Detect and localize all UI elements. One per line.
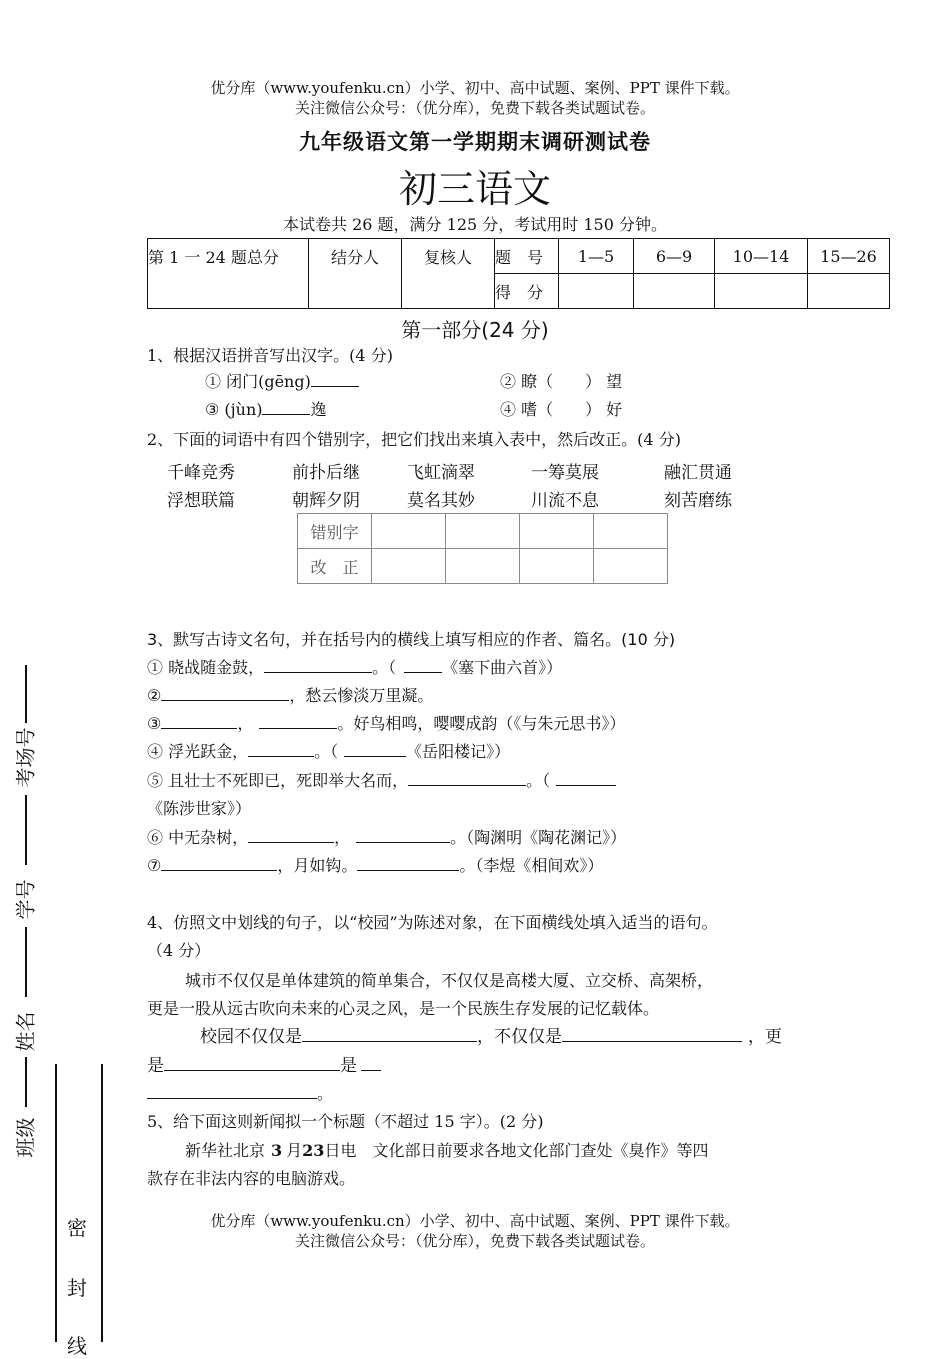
blank-line: [25, 927, 27, 997]
score-q-label: 题 号: [495, 239, 559, 274]
q2-word: 飞虹滴翠: [407, 463, 475, 483]
correction-table-label: 改 正: [298, 549, 372, 584]
name-label: 姓名: [13, 1011, 38, 1052]
seal-char-2: 封: [67, 1276, 87, 1300]
answer-blank[interactable]: [562, 1025, 742, 1042]
q3-line-3: ③ ， 。好鸟相鸣，嘤嘤成韵（《与朱元思书》）: [147, 714, 626, 733]
q3-line-1: ① 晓战随金鼓， 。（ 《塞下曲六首》）: [147, 658, 563, 677]
q1-item-a: ① 闭门(gēng): [205, 368, 359, 396]
answer-blank[interactable]: [161, 712, 237, 729]
q4-fill-3: 。: [147, 1080, 333, 1108]
q3-line-5-tail: 《陈涉世家》）: [147, 799, 252, 818]
seal-char-3: 线: [67, 1334, 87, 1358]
q2-word: 川流不息: [531, 491, 599, 511]
q1-item-c: ③ (jùn) 逸: [205, 400, 327, 419]
q2-word: 朝辉夕阴: [292, 491, 360, 511]
score-range-4: 15—26: [808, 239, 890, 274]
answer-blank[interactable]: [248, 826, 334, 843]
q4-fill-2: 是 是: [147, 1052, 381, 1080]
correction-cell[interactable]: [594, 549, 668, 584]
correction-cell[interactable]: [446, 549, 520, 584]
q2-word: 千峰竞秀: [167, 463, 235, 483]
header-line-1: 优分库（www.youfenku.cn）小学、初中、高中试题、案例、PPT 课件下载。: [210, 79, 740, 97]
answer-blank[interactable]: [164, 1054, 340, 1071]
answer-blank[interactable]: [311, 370, 359, 387]
error-table: [297, 513, 668, 584]
answer-blank[interactable]: [404, 656, 442, 673]
correction-cell[interactable]: [520, 549, 594, 584]
answer-blank[interactable]: [161, 854, 277, 871]
answer-blank[interactable]: [248, 740, 314, 757]
exam-info: 本试卷共 26 题，满分 125 分，考试用时 150 分钟。: [283, 215, 667, 234]
answer-blank[interactable]: [408, 769, 526, 786]
q5-news-1: 新华社北京 3 月23日电 文化部日前要求各地文化部门查处《臭作》等四: [185, 1141, 709, 1160]
q4-stem: 4、仿照文中划线的句子，以“校园”为陈述对象，在下面横线处填入适当的语句。: [147, 913, 718, 932]
answer-blank[interactable]: [147, 1082, 317, 1099]
score-range-3: 10—14: [715, 239, 808, 274]
q2-stem: 2、下面的词语中有四个错别字，把它们找出来填入表中，然后改正。(4 分): [147, 430, 681, 449]
q4-passage-2: 更是一股从远古吹向未来的心灵之风，是一个民族生存发展的记忆载体。: [147, 999, 660, 1018]
q4-stem-points: （4 分）: [147, 941, 211, 960]
score-total-label: 第 1 一 24 题总分: [148, 239, 309, 309]
q3-line-6: ⑥ 中无杂树， ， 。（陶渊明《陶花渊记》）: [147, 828, 627, 847]
q1-stem: 1、根据汉语拼音写出汉字。(4 分): [147, 346, 393, 365]
seal-char-1: 密: [67, 1216, 87, 1240]
part1-title: 第一部分(24 分): [401, 318, 549, 342]
blank-line: [25, 665, 27, 723]
exam-title: 九年级语文第一学期期末调研测试卷: [299, 129, 651, 154]
answer-blank[interactable]: [302, 1025, 477, 1042]
q3-line-7: ⑦ ，月如钩。 。（李煜《相间欢》）: [147, 856, 604, 875]
q5-stem: 5、给下面这则新闻拟一个标题（不超过 15 字）。(2 分): [147, 1112, 544, 1131]
error-cell[interactable]: [520, 514, 594, 549]
exam-subtitle: 初三语文: [398, 167, 551, 211]
score-range-1: 1—5: [559, 239, 634, 274]
answer-blank[interactable]: [262, 398, 310, 415]
error-cell[interactable]: [594, 514, 668, 549]
header-line-2: 关注微信公众号：（优分库），免费下载各类试题试卷。: [294, 99, 655, 117]
q2-word: 莫名其妙: [407, 491, 475, 511]
footer-line-2: 关注微信公众号：（优分库），免费下载各类试题试卷。: [294, 1232, 655, 1250]
score-score-label: 得 分: [495, 274, 559, 309]
q2-word: 一筹莫展: [531, 463, 599, 483]
error-table-label: 错别字: [298, 514, 372, 549]
blank-line: [25, 795, 27, 865]
q4-fill-1: 校园不仅仅是 ，不仅仅是 ，更: [200, 1027, 782, 1047]
binding-strip: [12, 665, 40, 1165]
score-cell[interactable]: [634, 274, 715, 309]
q4-passage-1: 城市不仅仅是单体建筑的简单集合，不仅仅是高楼大厦、立交桥、高架桥，: [185, 971, 714, 990]
score-table: [147, 238, 890, 309]
error-cell[interactable]: [372, 514, 446, 549]
answer-blank[interactable]: [161, 684, 289, 701]
answer-blank[interactable]: [264, 656, 372, 673]
q1-item-d: ④ 嗜（ ） 好: [500, 400, 623, 419]
answer-blank[interactable]: [356, 826, 450, 843]
q3-line-5: ⑤ 且壮士不死即已，死即举大名而， 。（: [147, 767, 616, 795]
score-scorer: 结分人: [309, 239, 402, 309]
student-no-label: 学号: [13, 879, 38, 920]
footer-line-1: 优分库（www.youfenku.cn）小学、初中、高中试题、案例、PPT 课件下载。: [210, 1212, 740, 1230]
q5-news-2: 款存在非法内容的电脑游戏。: [147, 1169, 356, 1188]
score-cell[interactable]: [715, 274, 808, 309]
q3-stem: 3、默写古诗文名句，并在括号内的横线上填写相应的作者、篇名。(10 分): [147, 630, 676, 649]
correction-cell[interactable]: [372, 549, 446, 584]
answer-blank[interactable]: [357, 854, 459, 871]
q2-word: 前扑后继: [292, 463, 360, 483]
answer-blank[interactable]: [344, 740, 406, 757]
error-cell[interactable]: [446, 514, 520, 549]
seal-line-left: [55, 1064, 57, 1342]
class-label: 班级: [13, 1117, 38, 1158]
score-cell[interactable]: [559, 274, 634, 309]
score-reviewer: 复核人: [402, 239, 495, 309]
q2-word: 融汇贯通: [664, 463, 732, 483]
blank-line: [25, 1057, 27, 1107]
answer-blank[interactable]: [556, 769, 616, 786]
score-range-2: 6—9: [634, 239, 715, 274]
answer-blank[interactable]: [361, 1054, 381, 1071]
q3-line-2: ② ，愁云惨淡万里凝。: [147, 686, 434, 705]
score-cell[interactable]: [808, 274, 890, 309]
q3-line-4: ④ 浮光跃金， 。（ 《岳阳楼记》）: [147, 742, 511, 761]
q2-word: 刻苦磨练: [664, 491, 732, 511]
exam-room-label: 考场号: [13, 727, 38, 788]
q1-item-b: ② 瞭（ ） 望: [500, 372, 623, 391]
q2-word: 浮想联篇: [167, 491, 235, 511]
answer-blank[interactable]: [259, 712, 337, 729]
seal-line-right: [101, 1064, 103, 1342]
